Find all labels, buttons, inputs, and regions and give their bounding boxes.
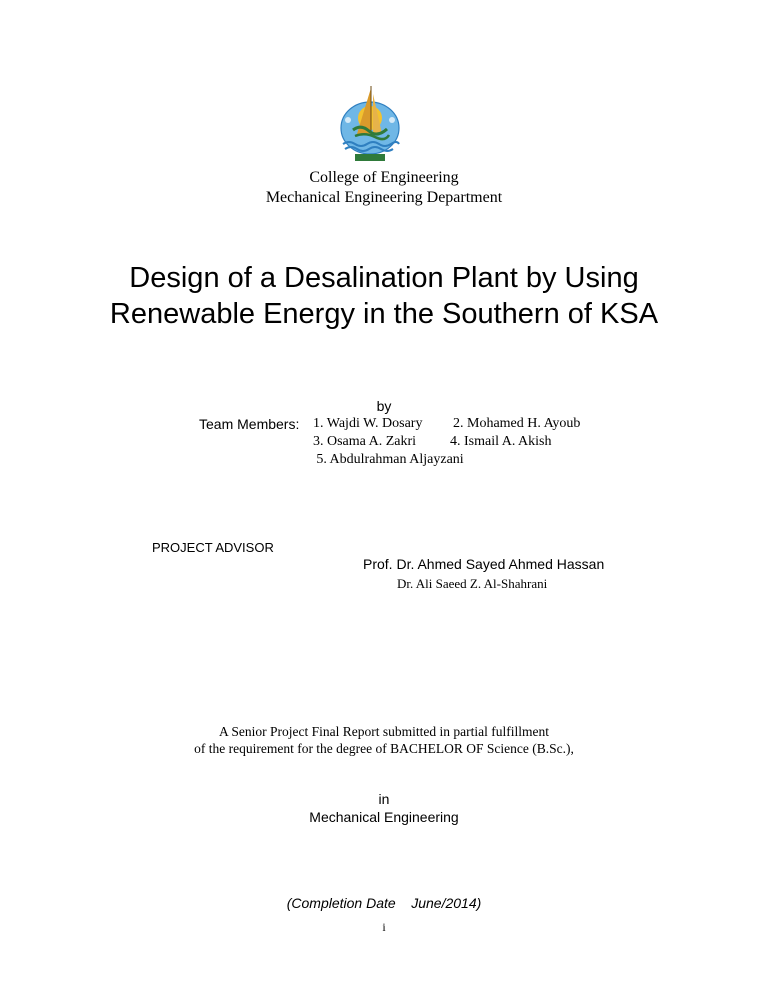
title-line-2: Renewable Energy in the Southern of KSA: [109, 298, 659, 330]
advisor-name: Dr. Ali Saeed Z. Al-Shahrani: [397, 576, 548, 591]
title-line-1: Design of a Desalination Plant by Using: [129, 262, 639, 294]
college-header: [0, 168, 768, 208]
college-name: College of Engineering: [309, 169, 459, 186]
report-statement-line-2: of the requirement for the degree of BACHELOR OF Science (B.Sc.),: [194, 741, 574, 756]
team-member: 3. Osama A. Zakri: [313, 434, 417, 449]
report-statement-line-1: A Senior Project Final Report submitted in partial fulfillment: [219, 724, 549, 739]
advisor-name: Prof. Dr. Ahmed Sayed Ahmed Hassan: [363, 556, 605, 572]
university-logo: [335, 84, 405, 164]
report-title: [0, 260, 768, 332]
team-member: 4. Ismail A. Akish: [450, 434, 552, 449]
page-number: i: [382, 920, 386, 934]
team-members-label: Team Members:: [199, 416, 300, 432]
team-member: 5. Abdulrahman Aljayzani: [316, 452, 464, 467]
department-name: Mechanical Engineering Department: [265, 189, 503, 206]
team-member: 2. Mohamed H. Ayoub: [453, 416, 581, 431]
team-member: 1. Wajdi W. Dosary: [313, 416, 423, 431]
project-advisor-label: PROJECT ADVISOR: [152, 540, 274, 555]
report-statement: [0, 723, 768, 757]
completion-date: (Completion Date June/2014): [286, 895, 482, 911]
by-label: by: [376, 398, 392, 414]
field-name: Mechanical Engineering: [309, 809, 459, 825]
degree-field: [0, 790, 768, 826]
in-label: in: [378, 791, 390, 807]
